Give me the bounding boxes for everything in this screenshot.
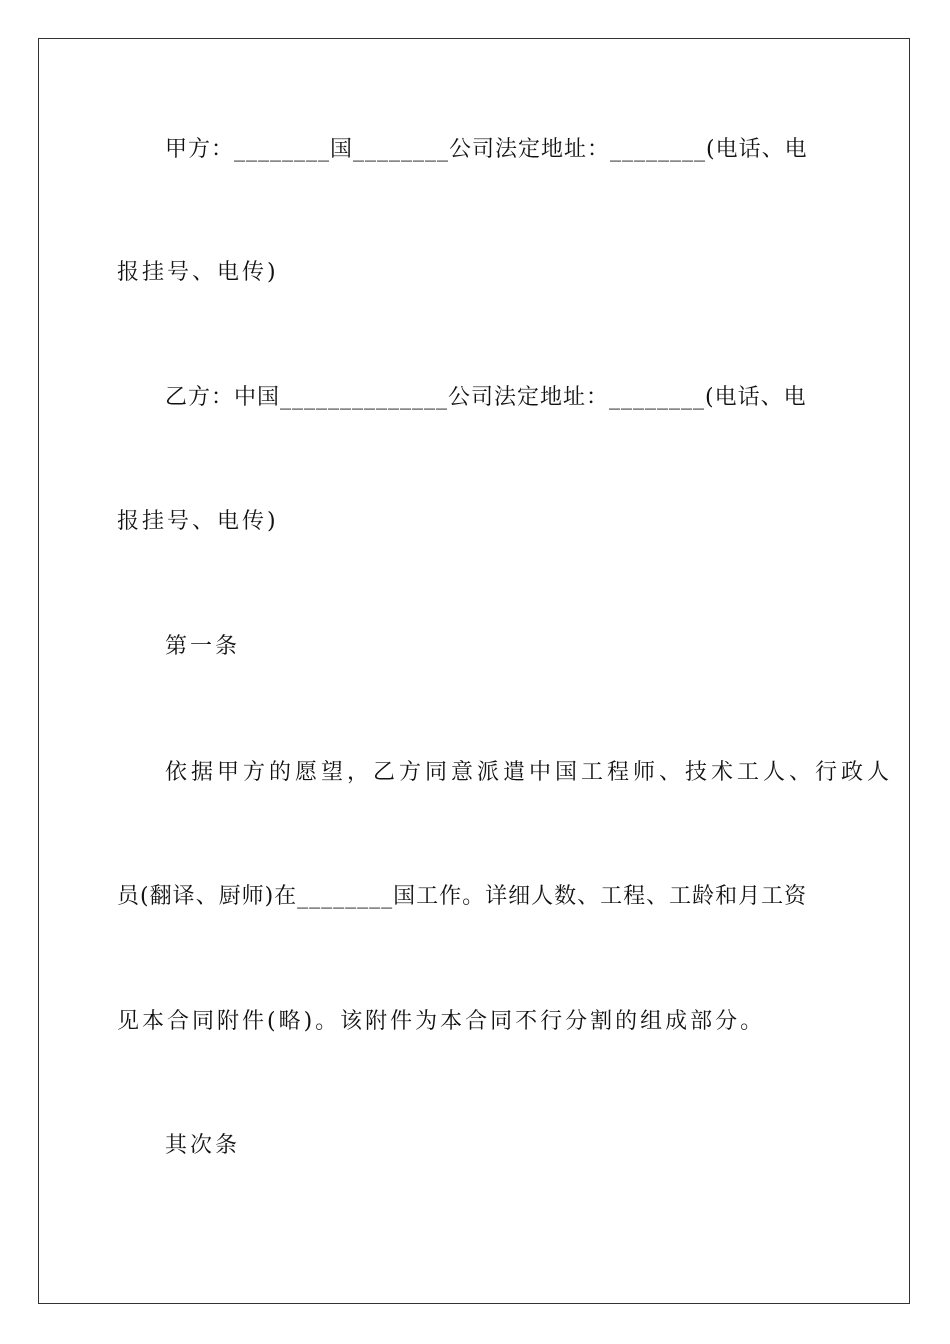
party-a-continuation: 报挂号、电传): [117, 260, 279, 285]
article-two-heading: 其次条: [165, 1133, 241, 1158]
party-a-line: 甲方：________国________公司法定地址：________(电话、电: [165, 137, 808, 162]
party-b-line: 乙方：中国______________公司法定地址：________(电话、电: [165, 385, 807, 410]
article-one-heading: 第一条: [165, 634, 241, 659]
article-one-paragraph-line-1: 依据甲方的愿望，乙方同意派遣中国工程师、技术工人、行政人: [165, 760, 894, 785]
article-one-paragraph-line-3: 见本合同附件(略)。该附件为本合同不行分割的组成部分。: [117, 1009, 766, 1034]
party-b-continuation: 报挂号、电传): [117, 509, 279, 534]
article-one-paragraph-line-2: 员(翻译、厨师)在________国工作。详细人数、工程、工龄和月工资: [117, 884, 808, 909]
page-frame: [38, 38, 910, 1304]
